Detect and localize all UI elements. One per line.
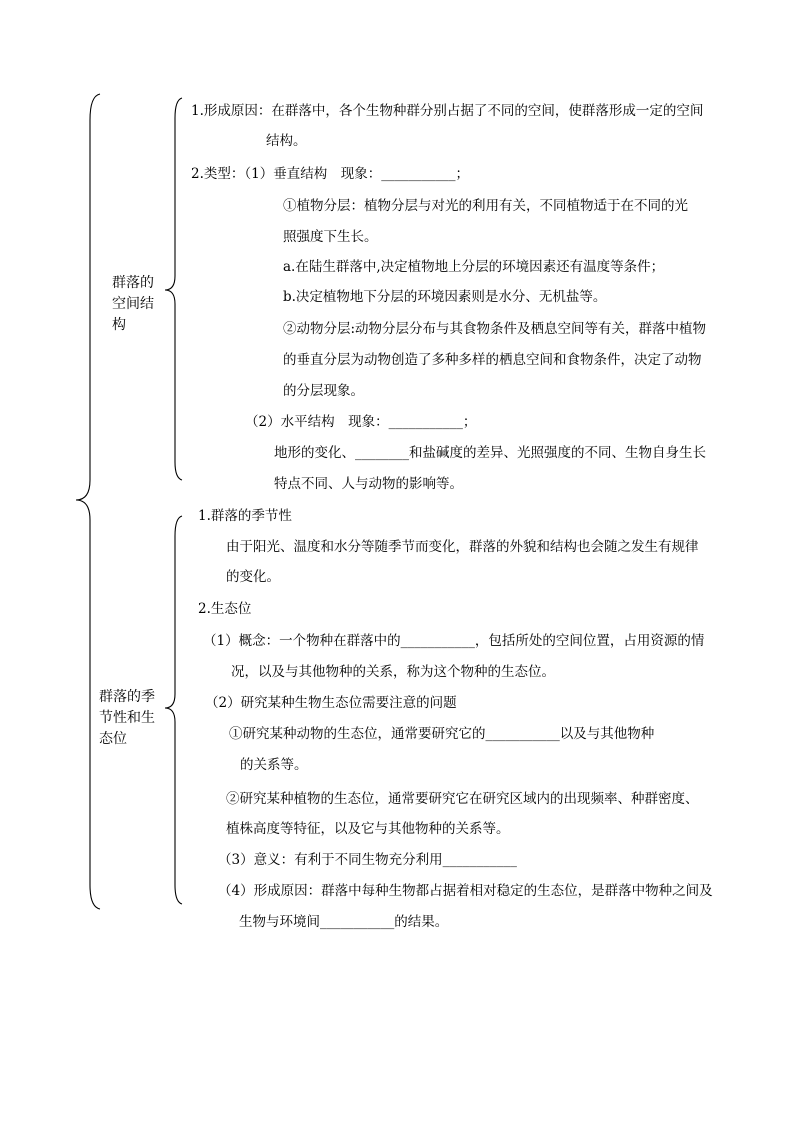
section1-label-line: 群落的 — [112, 275, 154, 291]
section1-brace — [165, 98, 182, 480]
plant-niche-line: ②研究某种植物的生态位，通常要研究它在研究区域内的出现频率、种群密度、 — [226, 791, 699, 807]
niche-heading: 2.生态位 — [198, 601, 252, 617]
animal-niche-line: ①研究某种动物的生态位，通常要研究它的___________以及与其他物种 — [229, 726, 655, 742]
seasonality-line: 由于阳光、温度和水分等随季节而变化，群落的外貌和结构也会随之发生有规律 — [226, 539, 699, 555]
section1-label-line: 构 — [112, 317, 126, 333]
section2-label-line: 节性和生 — [99, 710, 155, 726]
section2-label-line: 群落的季 — [99, 689, 155, 705]
horizontal-factors-line: 地形的变化、________和盐碱度的差异、光照强度的不同、生物自身生长 — [274, 445, 706, 461]
niche-formation-cont: 生物与环境间___________的结果。 — [239, 914, 449, 930]
plant-layer-cont: 照强度下生长。 — [283, 229, 378, 245]
section2-label — [99, 687, 155, 750]
niche-concept-cont: 况，以及与其他物种的关系，称为这个物种的生态位。 — [231, 664, 555, 680]
niche-research-heading: （2）研究某种生物生态位需要注意的问题 — [205, 695, 457, 711]
seasonality-cont: 的变化。 — [226, 569, 280, 585]
animal-layer-line: ②动物分层:动物分层分布与其食物条件及栖息空间等有关，群落中植物 — [283, 321, 707, 337]
niche-significance-line: （3）意义：有利于不同生物充分利用___________ — [218, 852, 517, 868]
section2-label-line: 态位 — [99, 731, 127, 747]
types-vertical-line: 2.类型：（1）垂直结构 现象：___________； — [191, 166, 469, 182]
section1-label — [112, 273, 154, 336]
niche-concept-line: （1）概念：一个物种在群落中的___________，包括所处的空间位置，占用资源的情 — [203, 633, 705, 649]
formation-cause-line: 1.形成原因：在群落中，各个生物种群分别占据了不同的空间，使群落形成一定的空间 — [191, 103, 704, 119]
horizontal-structure-line: （2）水平结构 现象：___________； — [245, 414, 477, 430]
plant-niche-cont: 植株高度等特征，以及它与其他物种的关系等。 — [226, 821, 510, 837]
seasonality-heading: 1.群落的季节性 — [198, 508, 292, 524]
animal-niche-cont: 的关系等。 — [240, 757, 308, 773]
below-ground-line: b.决定植物地下分层的环境因素则是水分、无机盐等。 — [283, 289, 607, 305]
niche-formation-line: （4）形成原因：群落中每种生物都占据着相对稳定的生态位，是群落中物种之间及 — [218, 883, 713, 899]
above-ground-line: a.在陆生群落中,决定植物地上分层的环境因素还有温度等条件； — [283, 259, 665, 275]
section1-label-line: 空间结 — [112, 296, 154, 312]
formation-cause-cont: 结构。 — [266, 133, 307, 149]
animal-layer-cont2: 的分层现象。 — [283, 383, 364, 399]
section2-brace — [165, 516, 182, 904]
outer-brace — [76, 94, 100, 909]
plant-layer-line: ①植物分层：植物分层与对光的利用有关，不同植物适于在不同的光 — [283, 198, 688, 214]
horizontal-factors-cont: 特点不同、人与动物的影响等。 — [274, 476, 463, 492]
animal-layer-cont1: 的垂直分层为动物创造了多种多样的栖息空间和食物条件，决定了动物 — [283, 352, 702, 368]
